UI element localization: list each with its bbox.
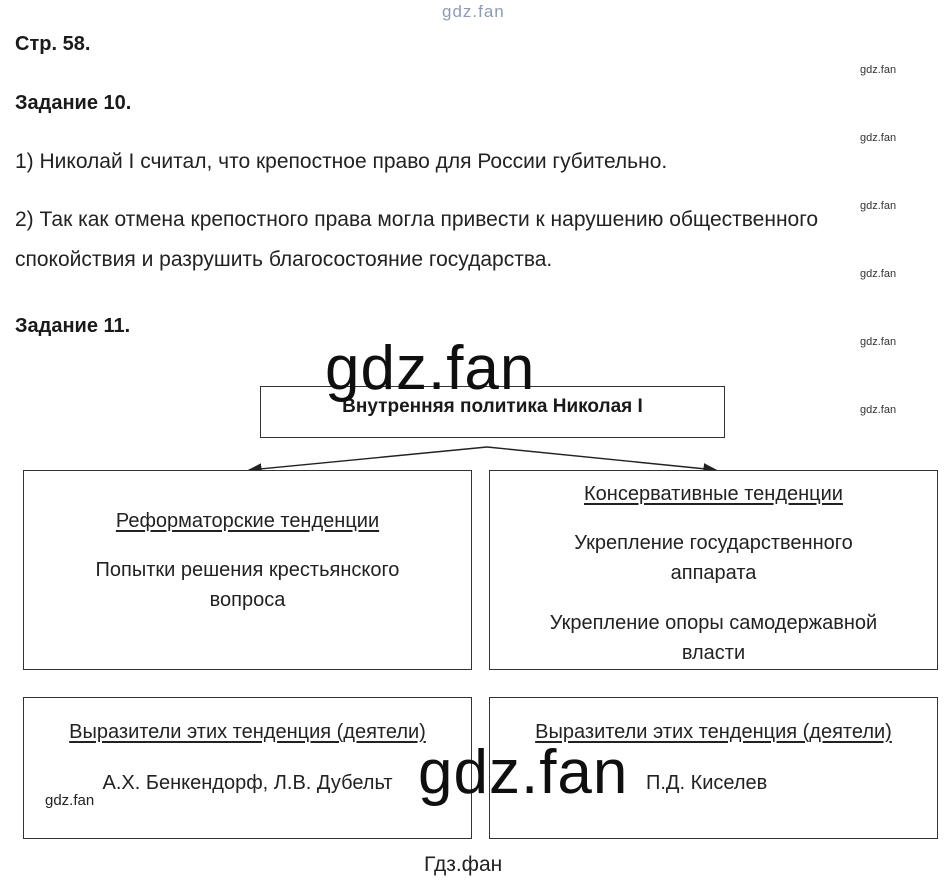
watermark-left: gdz.fan xyxy=(45,792,95,809)
arrow-left xyxy=(249,447,487,470)
watermark-right: gdz.fan xyxy=(860,64,897,76)
diagram-root-label: Внутренняя политика Николая I xyxy=(342,396,643,417)
conservative-tendencies-item: аппарата xyxy=(670,562,757,584)
conservative-figures-title: Выразители этих тенденция (деятели) xyxy=(535,721,892,743)
watermark-right: gdz.fan xyxy=(860,132,897,144)
conservative-tendencies-item: Укрепление опоры самодержавной xyxy=(549,612,878,634)
reform-tendencies-box xyxy=(23,470,472,670)
task10-answer-2-line1: 2) Так как отмена крепостного права могла привести к нарушению общественного xyxy=(15,208,819,231)
conservative-figures-names: П.Д. Киселев xyxy=(646,772,768,794)
watermark-right: gdz.fan xyxy=(860,268,897,280)
watermark-top: gdz.fan xyxy=(442,2,505,21)
page-label: Стр. 58. xyxy=(15,33,91,55)
task10-heading: Задание 10. xyxy=(15,92,132,114)
task10-answer-1: 1) Николай I считал, что крепостное право для России губительно. xyxy=(15,150,668,173)
reform-figures-box xyxy=(23,697,472,839)
watermark-big-lower: gdz.fan xyxy=(418,738,629,807)
reform-figures-title: Выразители этих тенденция (деятели) xyxy=(69,721,426,743)
conservative-tendencies-title: Консервативные тенденции xyxy=(584,483,843,505)
task11-heading: Задание 11. xyxy=(15,315,131,337)
reform-tendencies-item: вопроса xyxy=(209,589,286,611)
watermark-big-upper: gdz.fan xyxy=(325,334,536,403)
watermark-right: gdz.fan xyxy=(860,200,897,212)
arrow-right xyxy=(487,447,716,470)
watermark-right: gdz.fan xyxy=(860,404,897,416)
watermark-right: gdz.fan xyxy=(860,336,897,348)
conservative-tendencies-item: Укрепление государственного xyxy=(574,532,853,554)
conservative-tendencies-box xyxy=(489,470,938,670)
task10-answer-2-line2: спокойствия и разрушить благосостояние государства. xyxy=(15,248,553,271)
footer-watermark: Гдз.фан xyxy=(424,853,503,876)
conservative-tendencies-item: власти xyxy=(681,642,746,664)
reform-tendencies-title: Реформаторские тенденции xyxy=(115,510,380,532)
reform-tendencies-item: Попытки решения крестьянского xyxy=(95,559,400,581)
reform-figures-names: А.Х. Бенкендорф, Л.В. Дубельт xyxy=(102,772,393,794)
